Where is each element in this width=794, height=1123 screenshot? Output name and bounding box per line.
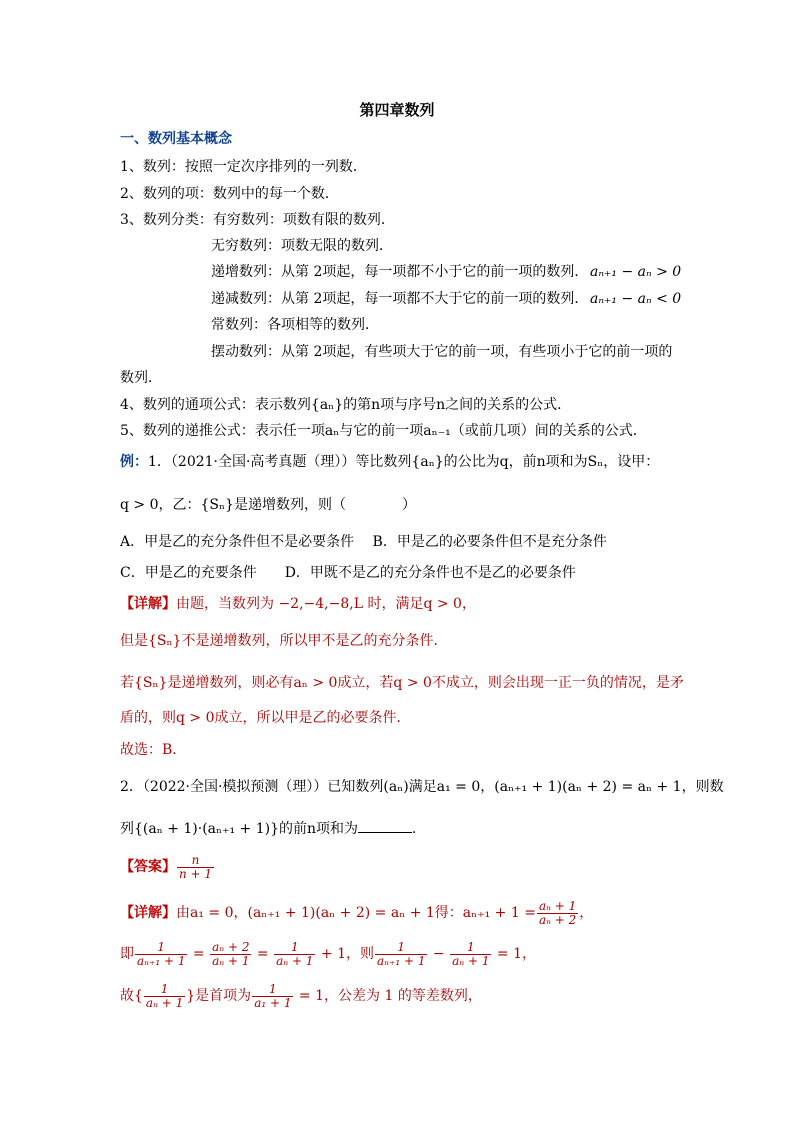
solution-text: 由a₁ = 0，(aₙ₊₁ + 1)(aₙ + 2) = aₙ + 1得：aₙ₊₁ + 1 =	[176, 905, 536, 921]
numerator: 1	[144, 983, 185, 997]
fraction	[274, 941, 315, 968]
solution-text: 由题，当数列为 −2,−4,−8,L 时，满足q > 0，	[176, 596, 476, 612]
solution-text: = 1，公差为 1 的等差数列，	[294, 988, 482, 1004]
numerator: aₙ + 1	[538, 898, 577, 913]
definition-3: 3、数列分类：有穷数列：项数有限的数列．	[120, 212, 395, 228]
answer-label: 【答案】	[120, 859, 176, 875]
increasing-formula: aₙ₊₁ − aₙ > 0	[590, 264, 682, 280]
denominator: aₙ + 1	[452, 953, 490, 968]
definition-3-increasing: 递增数列：从第 2项起，每一项都不小于它的前一项的数列．	[211, 264, 589, 280]
fraction	[144, 983, 185, 1010]
detail-label: 【详解】	[120, 596, 176, 612]
solution-text: + 1，则	[316, 946, 374, 962]
example-2-line1: 2．（2022·全国·模拟预测（理））已知数列(aₙ)满足a₁ = 0，(aₙ₊₁ + 1)(aₙ + 2) = aₙ + 1，则数	[120, 779, 724, 795]
numerator: 1	[274, 941, 315, 955]
definition-5: 5、数列的递推公式：表示任一项aₙ与它的前一项aₙ₋₁（或前几项）间的关系的公式．	[120, 423, 647, 439]
example-1-question	[120, 452, 659, 472]
answer-denominator: n + 1	[179, 866, 213, 881]
definition-3-constant: 常数列：各项相等的数列．	[211, 317, 379, 333]
fraction	[210, 941, 251, 968]
example-1-solution-1	[120, 594, 476, 614]
numerator: 1	[252, 983, 293, 997]
example-2-solution-3	[120, 980, 482, 1012]
example-2-line2	[120, 818, 426, 839]
fraction	[252, 983, 293, 1010]
answer-blank	[358, 818, 412, 833]
minus: −	[428, 946, 450, 962]
fraction	[537, 900, 578, 927]
decreasing-formula: aₙ₊₁ − aₙ < 0	[590, 291, 682, 307]
example-1-solution-2: 但是{Sₙ}不是递增数列，所以甲不是乙的充分条件．	[120, 633, 448, 649]
solution-text: = 1，	[492, 946, 537, 962]
example-1-line2: q > 0，乙：{Sₙ}是递增数列，则（ ）	[120, 497, 416, 513]
page-title: 第四章数列	[359, 101, 435, 119]
denominator: a₁ + 1	[254, 995, 292, 1010]
example-label: 例：	[120, 454, 148, 470]
definition-3-oscillating-cont: 数列．	[120, 370, 162, 386]
numerator: 1	[135, 941, 187, 955]
denominator: aₙ + 1	[145, 995, 184, 1010]
denominator: aₙ₊₁ + 1	[377, 953, 426, 968]
example-1-options-ab: A．甲是乙的充分条件但不是必要条件 B．甲是乙的必要条件但不是充分条件	[120, 534, 607, 550]
denominator: aₙ + 1	[276, 953, 314, 968]
definition-2: 2、数列的项：数列中的每一个数．	[120, 186, 339, 202]
solution-text: ，	[579, 905, 594, 921]
answer-fraction	[177, 854, 214, 881]
example-1-solution-4: 盾的，则q > 0成立，所以甲是乙的必要条件．	[120, 710, 411, 726]
example-2-line2-end: ．	[412, 821, 427, 837]
example-1-line1: 1．（2021·全国·高考真题（理））等比数列{aₙ}的公比为q，前n项和为Sₙ，设甲：	[148, 454, 660, 470]
solution-text: 即	[120, 946, 134, 962]
section-heading: 一、数列基本概念	[120, 131, 232, 147]
denominator: aₙ + 2	[538, 912, 577, 927]
example-2-solution-2	[120, 938, 536, 970]
answer-numerator: n	[177, 854, 214, 868]
equals: =	[188, 946, 210, 962]
definition-3-decreasing: 递减数列：从第 2项起，每一项都不大于它的前一项的数列．	[211, 291, 589, 307]
fraction	[375, 941, 427, 968]
numerator: aₙ + 2	[212, 939, 250, 954]
example-2-line2-text: 列{(aₙ + 1)·(aₙ₊₁ + 1)}的前n项和为	[120, 821, 359, 837]
denominator: aₙ₊₁ + 1	[137, 953, 186, 968]
definition-3-infinite: 无穷数列：项数无限的数列．	[211, 238, 393, 254]
fraction	[135, 941, 187, 968]
solution-text: 故{	[120, 988, 143, 1004]
solution-text: }是首项为	[186, 988, 252, 1004]
detail-label-2: 【详解】	[120, 905, 176, 921]
definition-1: 1、数列：按照一定次序排列的一列数．	[120, 159, 367, 175]
example-2-answer	[120, 852, 215, 882]
example-1-solution-5: 故选：B．	[120, 742, 187, 758]
denominator: aₙ + 1	[212, 953, 250, 968]
numerator: 1	[450, 941, 491, 955]
definition-4: 4、数列的通项公式：表示数列{aₙ}的第n项与序号n之间的关系的公式．	[120, 397, 572, 413]
fraction	[450, 941, 491, 968]
example-1-solution-3: 若{Sₙ}是递增数列，则必有aₙ > 0成立，若q > 0不成立，则会出现一正一负的情况，是矛	[120, 675, 684, 691]
example-2-solution-1	[120, 898, 593, 928]
example-1-options-cd: C．甲是乙的充要条件 D．甲既不是乙的充分条件也不是乙的必要条件	[120, 565, 576, 581]
definition-3-oscillating: 摆动数列：从第 2项起，有些项大于它的前一项，有些项小于它的前一项的	[211, 344, 673, 360]
equals: =	[252, 946, 274, 962]
numerator: 1	[375, 941, 427, 955]
